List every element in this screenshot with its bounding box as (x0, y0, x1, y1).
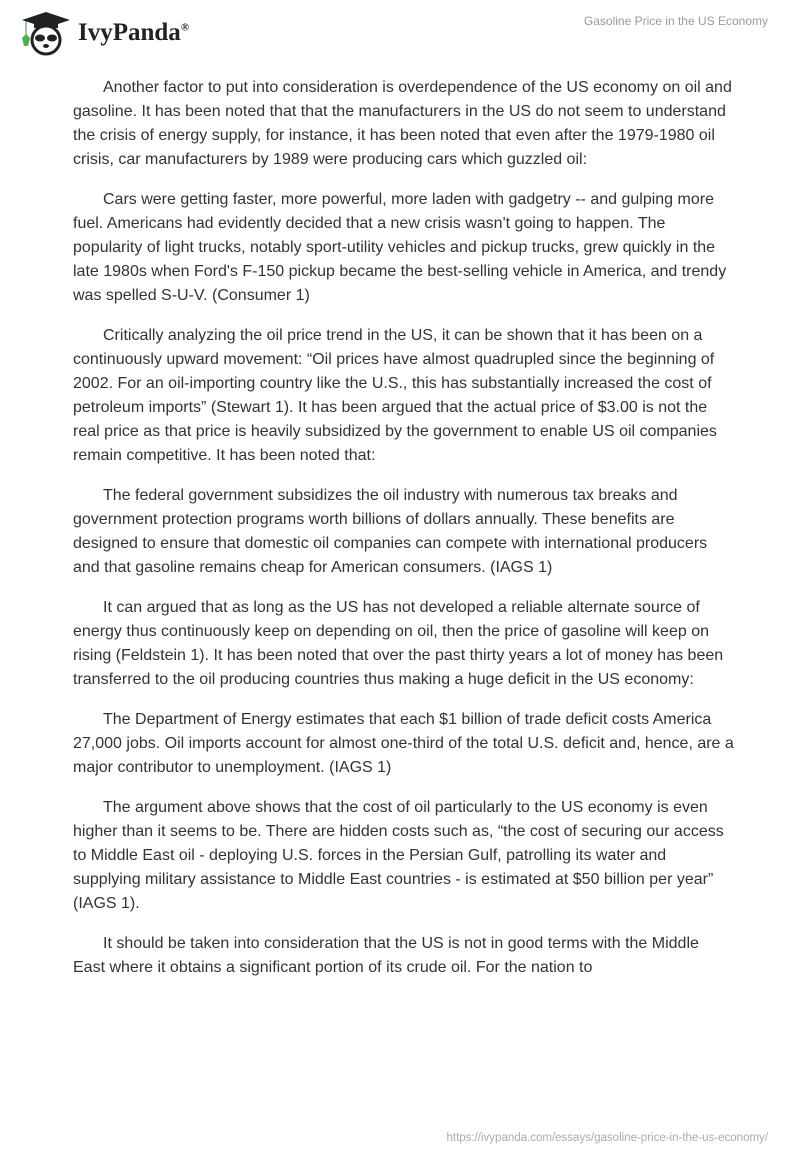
page-header (0, 0, 800, 60)
paragraph: Another factor to put into consideration is overdependence of the US economy on oil and gasoline. It has been noted that that the manufacturers in the US do not seem to understand the crisis of energy supply, for instance, it has been noted that even after the 1979-1980 oil crisis, car manufacturers by 1989 were producing cars which guzzled oil: (73, 79, 732, 168)
paragraph: The argument above shows that the cost of oil particularly to the US economy is even higher than it seems to be. There are hidden costs such as, “the cost of securing our access to Middle East oil - deploying U.S. forces in the Persian Gulf, patrolling its water and supplying military assistance to Middle East countries - is estimated at $50 billion per year” (IAGS 1). (73, 799, 724, 912)
source-url[interactable]: https://ivypanda.com/essays/gasoline-price-in-the-us-economy/ (446, 1132, 768, 1144)
block-quote: The Department of Energy estimates that each $1 billion of trade deficit costs America 27,000 jobs. Oil imports account for almost one-third of the total U.S. deficit and, hence, are a major contributor to unemployment. (IAGS 1) (73, 711, 734, 776)
paragraph: Critically analyzing the oil price trend in the US, it can be shown that it has been on a continuously upward movement: “Oil prices have almost quadrupled since the beginning of 2002. For an oil-importing country like the U.S., this has substantially increased the cost of petroleum imports” (Stewart 1). It has been argued that the actual price of $3.00 is not the real price as that price is heavily subsidized by the government to enable US oil companies remain competitive. It has been noted that: (73, 327, 717, 464)
panda-graduate-icon (18, 10, 74, 56)
paragraph: It can argued that as long as the US has not developed a reliable alternate source of energy thus continuously keep on depending on oil, then the price of gasoline will keep on rising (Feldstein 1). It has been noted that over the past thirty years a lot of money has been transferred to the oil producing countries thus making a huge deficit in the US economy: (73, 599, 724, 688)
document-title: Gasoline Price in the US Economy (583, 14, 768, 28)
essay-body (73, 76, 735, 996)
logo-text: IvyPanda® (78, 19, 190, 46)
block-quote: Cars were getting faster, more powerful, more laden with gadgetry -- and gulping more fuel. Americans had evidently decided that a new crisis wasn't going to happen. The popularity of light trucks, notably sport-utility vehicles and pickup trucks, grew quickly in the late 1980s when Ford's F-150 pickup became the best-selling vehicle in America, and trendy was spelled S-U-V. (Consumer 1) (73, 191, 727, 304)
block-quote: The federal government subsidizes the oil industry with numerous tax breaks and government protection programs worth billions of dollars annually. These benefits are designed to ensure that domestic oil companies can compete with international producers and that gasoline remains cheap for American consumers. (IAGS 1) (73, 487, 708, 576)
paragraph: It should be taken into consideration that the US is not in good terms with the Middle East where it obtains a significant portion of its crude oil. For the nation to (73, 935, 699, 976)
ivypanda-logo[interactable] (18, 10, 189, 56)
